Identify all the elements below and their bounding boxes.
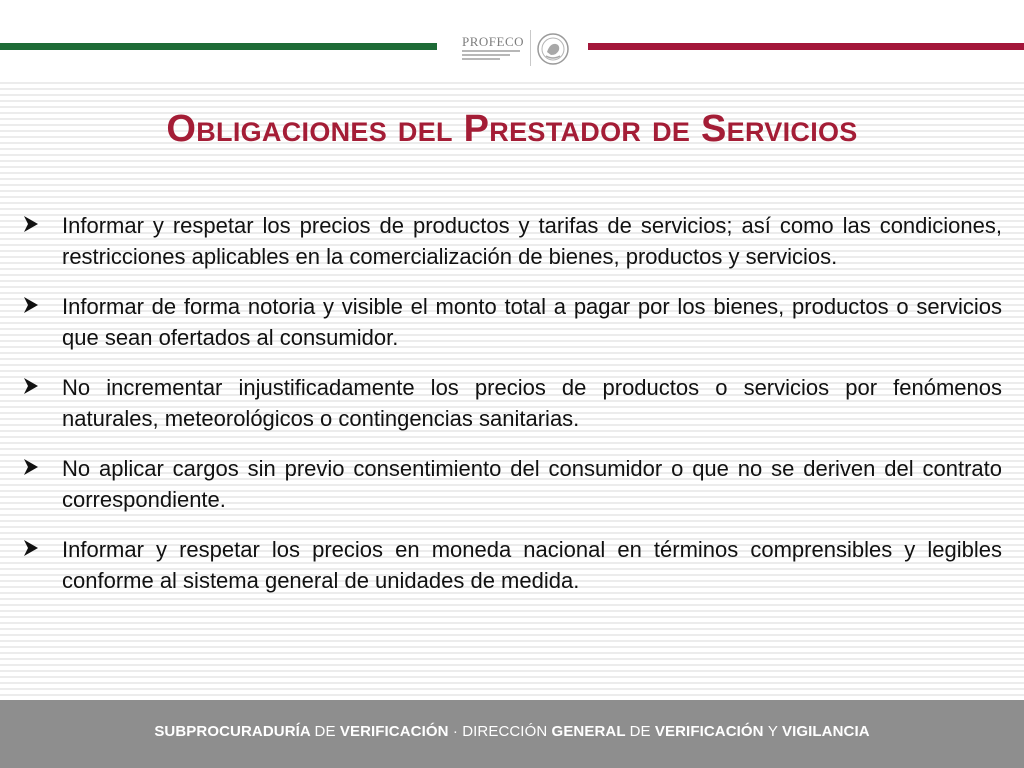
- footer-text-part: Y: [767, 723, 782, 740]
- mexican-coat-of-arms-icon: [536, 32, 570, 66]
- list-item-text: No aplicar cargos sin previo consentimiento del consumidor o que no se deriven del contrato correspondiente.: [62, 456, 1002, 512]
- footer-text-part: DE: [314, 723, 340, 740]
- obligations-list: [22, 210, 1002, 615]
- arrowhead-bullet-icon: [22, 458, 40, 476]
- footer-text-part: GENERAL: [551, 723, 630, 740]
- list-item: [22, 210, 1002, 272]
- arrowhead-bullet-icon: [22, 215, 40, 233]
- arrowhead-bullet-icon: [22, 539, 40, 557]
- list-item: [22, 372, 1002, 434]
- list-item-text: Informar y respetar los precios de productos y tarifas de servicios; así como las condiciones, restricciones aplicables en la comercialización de bienes, productos y servicios.: [62, 213, 1002, 269]
- header-red-bar: [588, 43, 1024, 50]
- logo-divider: [530, 30, 531, 66]
- list-item-text: Informar de forma notoria y visible el monto total a pagar por los bienes, productos o servicios que sean ofertados al consumidor.: [62, 294, 1002, 350]
- header-green-bar: [0, 43, 437, 50]
- arrowhead-bullet-icon: [22, 377, 40, 395]
- arrowhead-bullet-icon: [22, 296, 40, 314]
- header-logo: [452, 26, 578, 72]
- footer-text-part: VERIFICACIÓN: [339, 723, 449, 740]
- footer-text-part: VIGILANCIA: [782, 723, 870, 740]
- list-item: [22, 453, 1002, 515]
- footer-text-part: VERIFICACIÓN: [654, 723, 768, 740]
- list-item-text: Informar y respetar los precios en moneda nacional en términos comprensibles y legibles conforme al sistema general de unidades de medida.: [62, 537, 1002, 593]
- list-item: [22, 534, 1002, 596]
- footer-text-part: DE: [629, 723, 655, 740]
- page-title: Obligaciones del Prestador de Servicios: [166, 108, 858, 150]
- footer-bar: [0, 700, 1024, 768]
- profeco-logo-subtitle: [462, 50, 522, 60]
- list-item: [22, 291, 1002, 353]
- footer-text-part: · DIRECCIÓN: [448, 723, 552, 740]
- list-item-text: No incrementar injustificadamente los precios de productos o servicios por fenómenos naturales, meteorológicos o contingencias sanitarias.: [62, 375, 1002, 431]
- footer-text: [0, 723, 1024, 740]
- footer-text-part: SUBPROCURADURÍA: [154, 723, 315, 740]
- profeco-logo-text: PROFECO: [462, 34, 525, 49]
